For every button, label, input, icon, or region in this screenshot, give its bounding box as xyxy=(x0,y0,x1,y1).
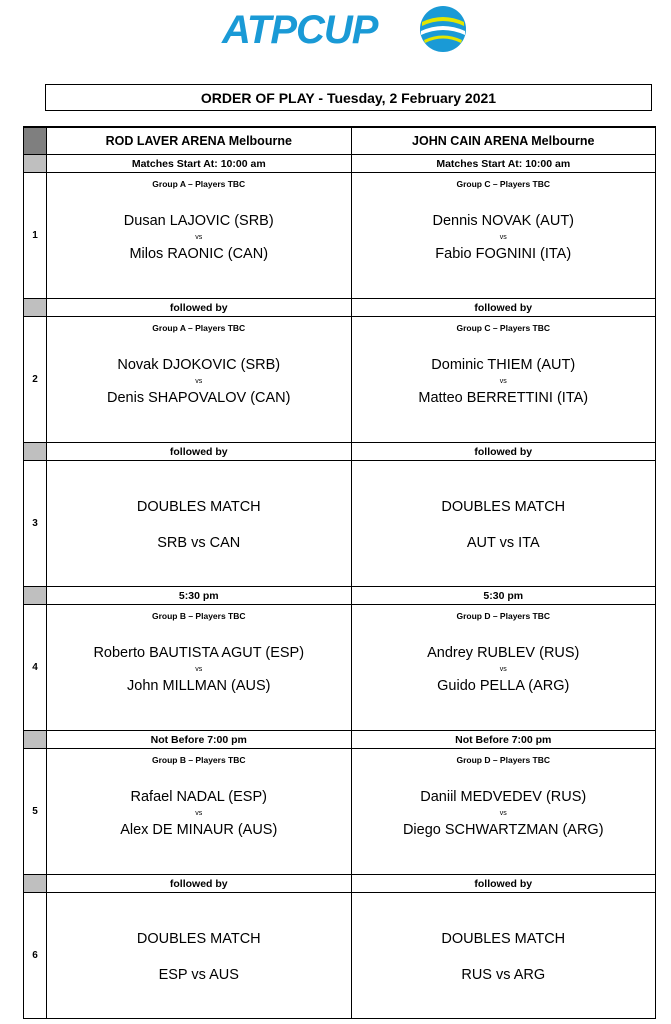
doubles-teams: RUS vs ARG xyxy=(461,967,546,983)
doubles-teams: AUT vs ITA xyxy=(466,535,540,551)
player-one: Novak DJOKOVIC (SRB) xyxy=(117,357,281,373)
header-corner-cell xyxy=(24,127,47,155)
match-cell xyxy=(47,173,352,299)
start-time-label: Matches Start At: 10:00 am xyxy=(351,155,656,173)
match-number: 4 xyxy=(24,605,47,731)
court-name-john-cain: JOHN CAIN ARENA Melbourne xyxy=(351,127,656,155)
start-time-row xyxy=(24,155,656,173)
vs-label: vs xyxy=(195,810,203,817)
page-title: ORDER OF PLAY - Tuesday, 2 February 2021 xyxy=(45,84,652,111)
separator-label: followed by xyxy=(47,875,352,893)
separator-row xyxy=(24,443,656,461)
player-two: Diego SCHWARTZMAN (ARG) xyxy=(402,822,604,838)
doubles-cell xyxy=(351,461,656,587)
court-header-row xyxy=(24,127,656,155)
player-two: Milos RAONIC (CAN) xyxy=(129,246,269,262)
match-row xyxy=(24,173,656,299)
player-two: Alex DE MINAUR (AUS) xyxy=(120,822,278,838)
match-cell xyxy=(351,749,656,875)
vs-label: vs xyxy=(195,666,203,673)
separator-label: followed by xyxy=(47,299,352,317)
player-one: Dominic THIEM (AUT) xyxy=(431,357,576,373)
separator-label: 5:30 pm xyxy=(47,587,352,605)
match-cell xyxy=(351,605,656,731)
match-row xyxy=(24,605,656,731)
vs-label: vs xyxy=(195,234,203,241)
match-row xyxy=(24,893,656,1019)
player-one: Daniil MEDVEDEV (RUS) xyxy=(420,789,587,805)
match-row xyxy=(24,461,656,587)
separator-label: Not Before 7:00 pm xyxy=(351,731,656,749)
player-one: Rafael NADAL (ESP) xyxy=(130,789,267,805)
group-label: Group B – Players TBC xyxy=(151,611,246,621)
group-label: Group A – Players TBC xyxy=(152,323,246,333)
match-number: 3 xyxy=(24,461,47,587)
separator-row xyxy=(24,875,656,893)
vs-label: vs xyxy=(499,378,507,385)
group-label: Group C – Players TBC xyxy=(456,323,551,333)
group-label: Group A – Players TBC xyxy=(152,179,246,189)
separator-label: Not Before 7:00 pm xyxy=(47,731,352,749)
court-name-rod-laver: ROD LAVER ARENA Melbourne xyxy=(47,127,352,155)
match-cell xyxy=(351,317,656,443)
doubles-label: DOUBLES MATCH xyxy=(136,931,261,947)
player-two: John MILLMAN (AUS) xyxy=(127,678,271,694)
match-number: 6 xyxy=(24,893,47,1019)
match-number: 1 xyxy=(24,173,47,299)
match-cell xyxy=(47,605,352,731)
separator-label: followed by xyxy=(351,299,656,317)
match-cell xyxy=(47,749,352,875)
separator-label: 5:30 pm xyxy=(351,587,656,605)
match-cell xyxy=(351,173,656,299)
match-number: 5 xyxy=(24,749,47,875)
separator-row xyxy=(24,731,656,749)
group-label: Group D – Players TBC xyxy=(456,611,551,621)
player-one: Andrey RUBLEV (RUS) xyxy=(427,645,580,661)
atp-cup-logo xyxy=(222,2,472,60)
player-two: Denis SHAPOVALOV (CAN) xyxy=(107,390,291,406)
logo-text: ATPCUP xyxy=(222,8,378,52)
player-one: Dennis NOVAK (AUT) xyxy=(432,213,575,229)
separator-label: followed by xyxy=(47,443,352,461)
player-one: Dusan LAJOVIC (SRB) xyxy=(123,213,274,229)
start-time-label: Matches Start At: 10:00 am xyxy=(47,155,352,173)
doubles-teams: SRB vs CAN xyxy=(157,535,241,551)
player-two: Guido PELLA (ARG) xyxy=(437,678,570,694)
separator-label: followed by xyxy=(351,443,656,461)
separator-label: followed by xyxy=(351,875,656,893)
match-row xyxy=(24,317,656,443)
doubles-cell xyxy=(47,461,352,587)
group-label: Group D – Players TBC xyxy=(456,755,551,765)
vs-label: vs xyxy=(499,234,507,241)
doubles-label: DOUBLES MATCH xyxy=(136,499,261,515)
vs-label: vs xyxy=(499,666,507,673)
separator-row xyxy=(24,299,656,317)
match-cell xyxy=(47,317,352,443)
doubles-label: DOUBLES MATCH xyxy=(441,931,566,947)
group-label: Group C – Players TBC xyxy=(456,179,551,189)
separator-row xyxy=(24,587,656,605)
vs-label: vs xyxy=(499,810,507,817)
match-number: 2 xyxy=(24,317,47,443)
doubles-cell xyxy=(47,893,352,1019)
doubles-cell xyxy=(351,893,656,1019)
player-one: Roberto BAUTISTA AGUT (ESP) xyxy=(93,645,305,661)
group-label: Group B – Players TBC xyxy=(151,755,246,765)
tennis-ball-icon xyxy=(418,4,468,54)
order-of-play-table xyxy=(23,126,656,1019)
vs-label: vs xyxy=(195,378,203,385)
doubles-teams: ESP vs AUS xyxy=(158,967,239,983)
player-two: Fabio FOGNINI (ITA) xyxy=(435,246,572,262)
doubles-label: DOUBLES MATCH xyxy=(441,499,566,515)
match-row xyxy=(24,749,656,875)
player-two: Matteo BERRETTINI (ITA) xyxy=(418,390,589,406)
